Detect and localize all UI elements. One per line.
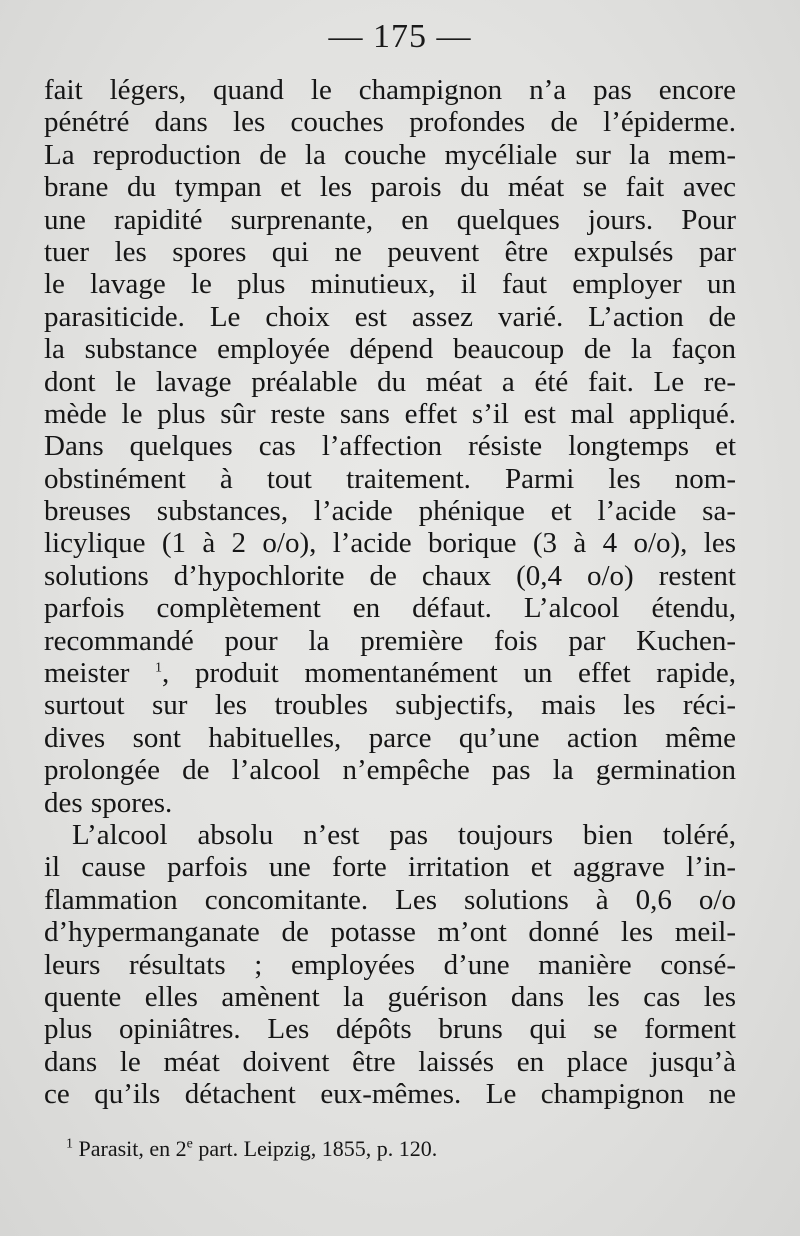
text-line: surtout sur les troubles subjectifs, mais les réci- — [44, 689, 736, 722]
text-line: des spores. — [44, 786, 173, 819]
text-line: obstinément à tout traitement. Parmi les nom- — [44, 462, 736, 495]
text-line: il cause parfois une forte irritation et aggrave l’in- — [44, 851, 736, 884]
text-line: brane du tympan et les parois du méat se fait avec — [44, 171, 736, 204]
text-line: le lavage le plus minutieux, il faut employer un — [44, 268, 736, 301]
text-line: licylique (1 à 2 o/o), l’acide borique (3 à 4 o/o), les — [44, 527, 736, 560]
text-line: d’hypermanganate de potasse m’ont donné les meil- — [44, 916, 736, 949]
text-fragment: meister — [44, 657, 156, 690]
text-line: breuses substances, l’acide phénique et l’acide sa- — [44, 495, 736, 528]
ordinal-superscript: e — [186, 1136, 193, 1152]
text-line: ce qu’ils détachent eux-mêmes. Le champignon ne — [44, 1078, 736, 1111]
page-number: — 175 — — [328, 18, 472, 55]
text-fragment: , produit momentanément un effet rapide, — [162, 657, 737, 690]
text-line: recommandé pour la première fois par Kuchen- — [44, 624, 736, 657]
text-line-with-footnote-ref — [44, 657, 736, 689]
text-line: quente elles amènent la guérison dans les cas les — [44, 980, 736, 1013]
footnote-text: part. Leipzig, 1855, p. 120. — [192, 1136, 438, 1161]
text-line: dont le lavage préalable du méat a été fait. Le re- — [44, 365, 736, 398]
footnote-marker: 1 — [66, 1136, 73, 1152]
text-line: fait légers, quand le champignon n’a pas encore — [44, 74, 736, 106]
text-line: mède le plus sûr reste sans effet s’il est mal appliqué. — [44, 397, 736, 430]
paragraph-first-line: L’alcool absolu n’est pas toujours bien toléré, — [72, 818, 736, 851]
text-line: une rapidité surprenante, en quelques jours. Pour — [44, 203, 736, 236]
text-line: la substance employée dépend beaucoup de la façon — [44, 333, 736, 366]
text-line: parasiticide. Le choix est assez varié. L’action de — [44, 300, 736, 333]
text-line: dives sont habituelles, parce qu’une action même — [44, 721, 736, 754]
text-line: flammation concomitante. Les solutions à 0,6 o/o — [44, 883, 736, 916]
body-text — [44, 74, 736, 1111]
text-line: plus opiniâtres. Les dépôts bruns qui se forment — [44, 1013, 736, 1046]
text-line: Dans quelques cas l’affection résiste longtemps et — [44, 430, 736, 463]
text-line: solutions d’hypochlorite de chaux (0,4 o/o) restent — [44, 559, 736, 592]
text-line: leurs résultats ; employées d’une manière consé- — [44, 948, 736, 981]
text-line: tuer les spores qui ne peuvent être expulsés par — [44, 235, 736, 268]
text-line: pénétré dans les couches profondes de l’épiderme. — [44, 106, 736, 139]
text-line: dans le méat doivent être laissés en place jusqu’à — [44, 1045, 736, 1078]
text-line: La reproduction de la couche mycéliale sur la mem- — [44, 138, 736, 171]
footnote-text: Parasit, en 2 — [73, 1136, 187, 1161]
text-line: prolongée de l’alcool n’empêche pas la germination — [44, 754, 736, 787]
footnote — [66, 1136, 746, 1162]
footnote-reference: 1 — [155, 660, 163, 676]
text-line: parfois complètement en défaut. L’alcool étendu, — [44, 592, 736, 625]
